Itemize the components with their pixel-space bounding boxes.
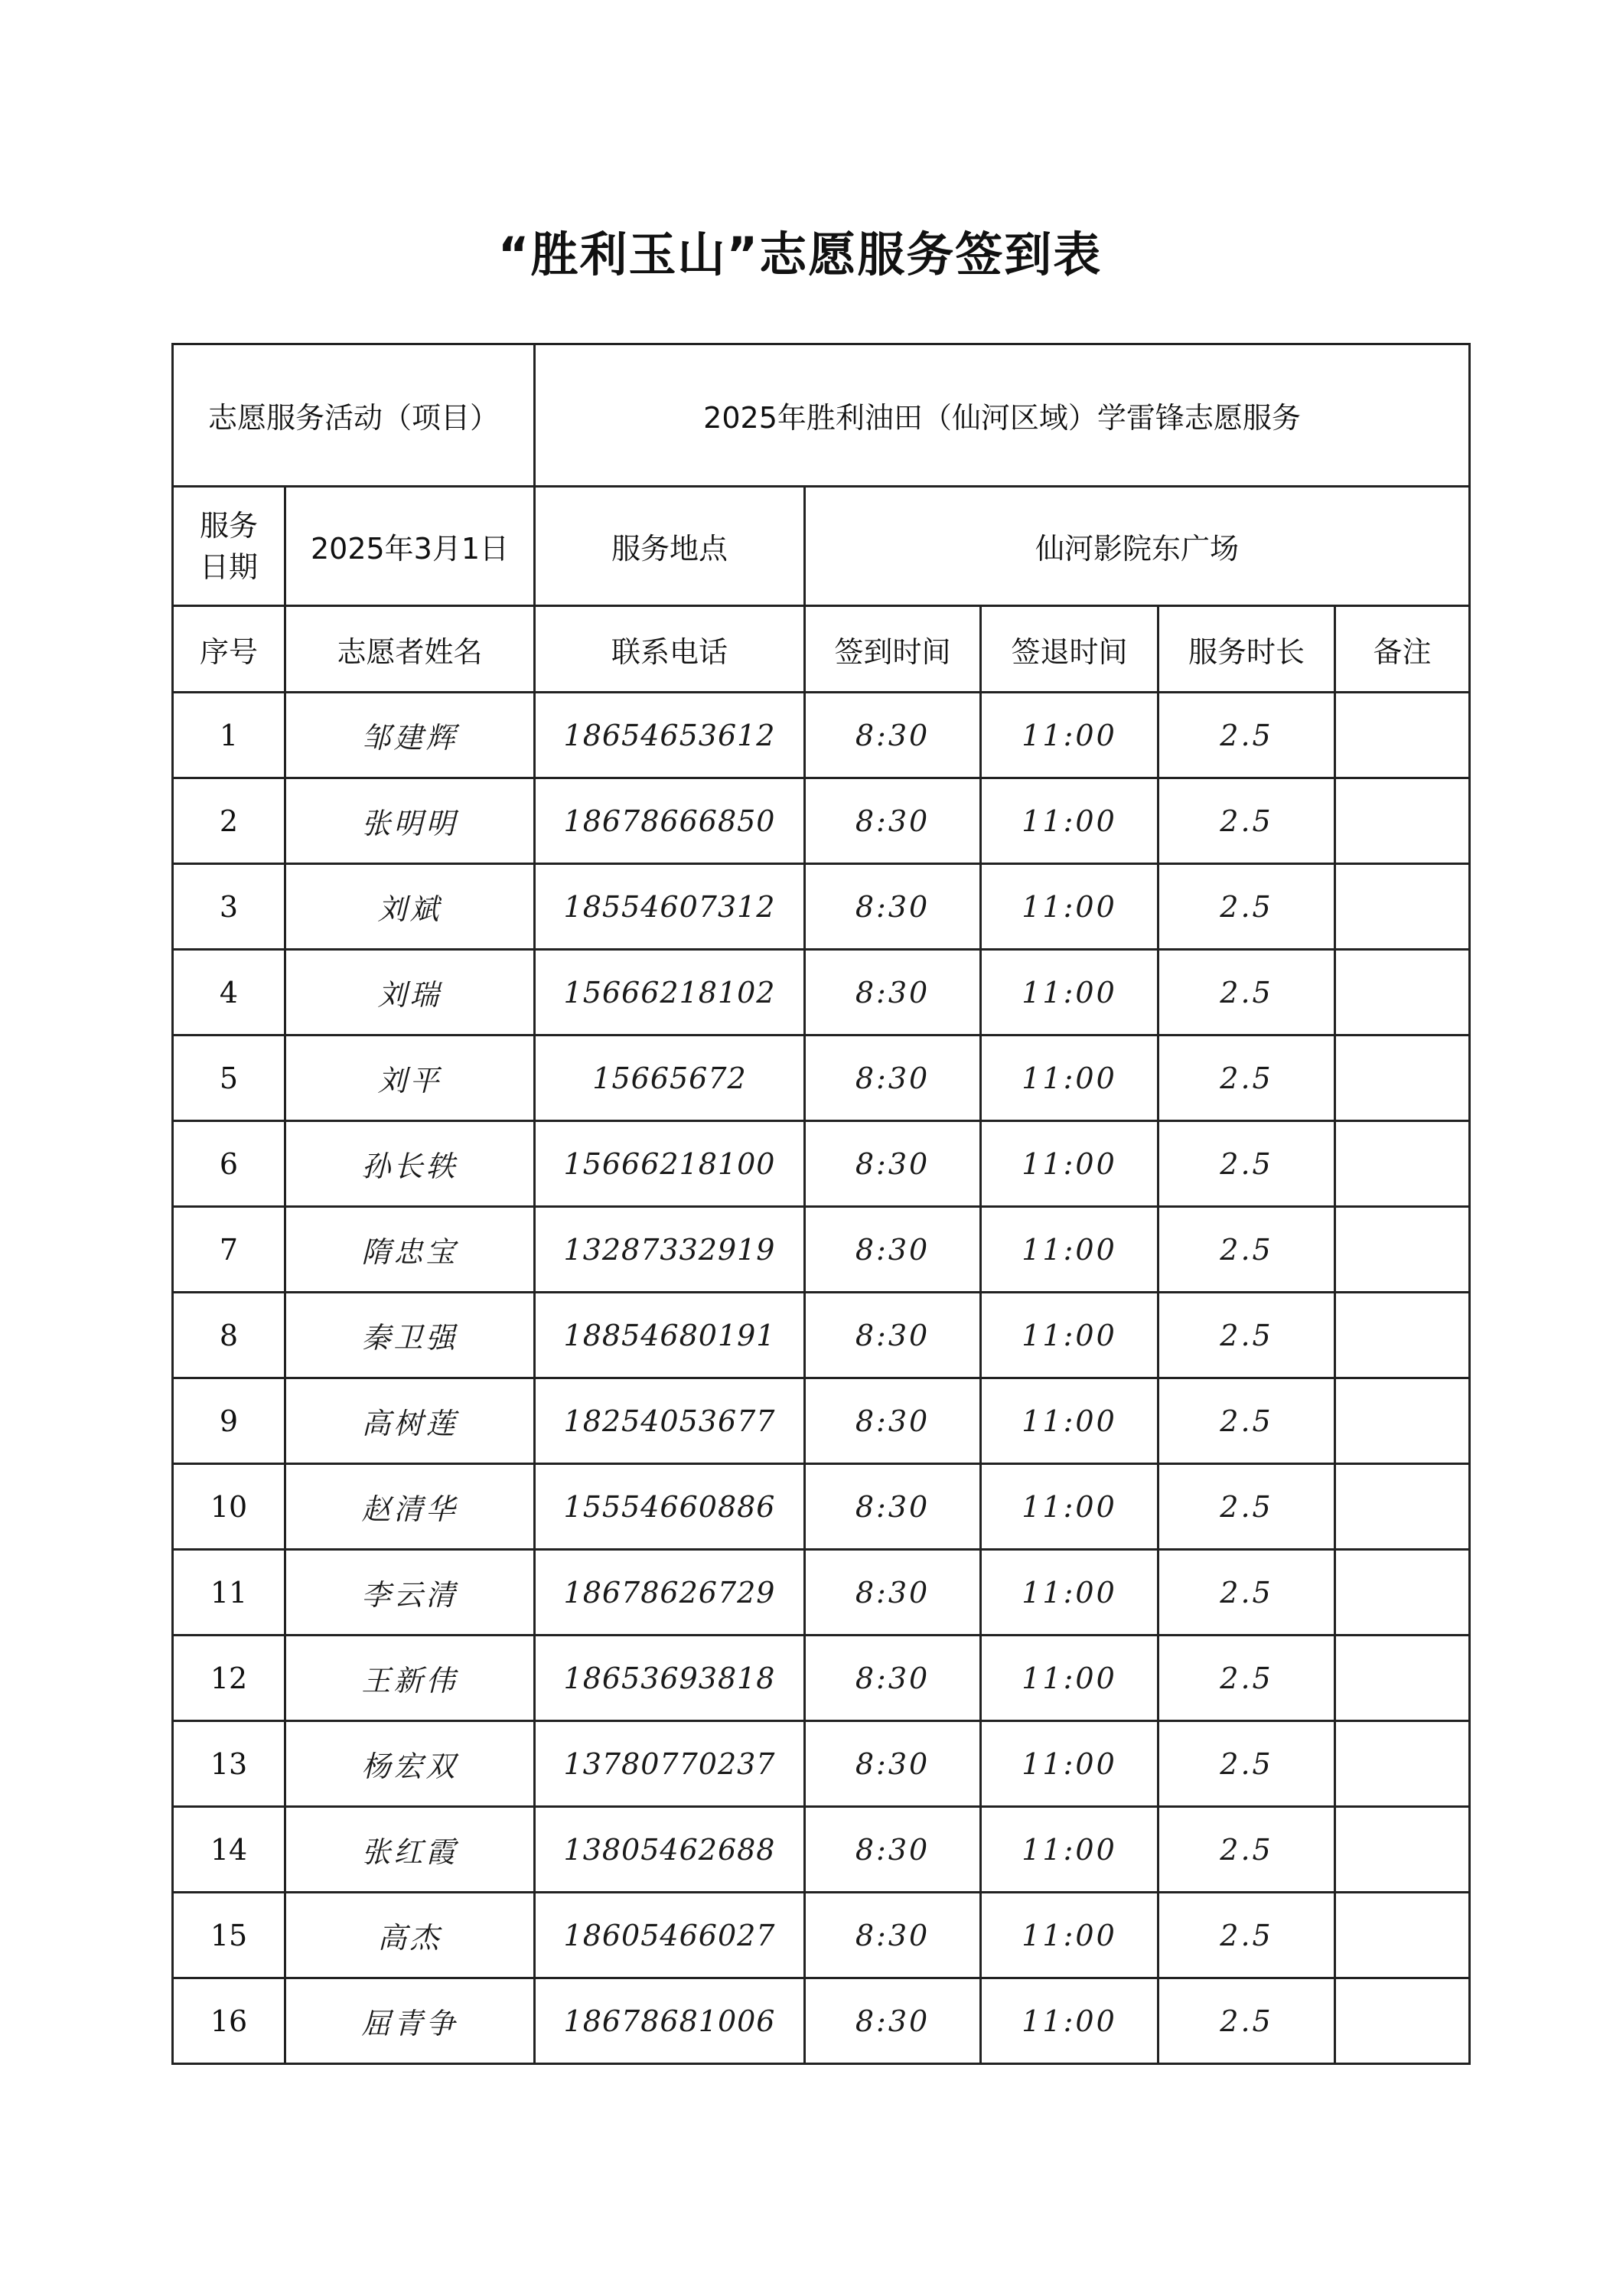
row-number: 4 xyxy=(173,950,285,1035)
contact-phone: 15554660886 xyxy=(535,1464,805,1550)
table-row xyxy=(173,1721,1470,1807)
volunteer-name: 高树莲 xyxy=(285,1378,535,1464)
sign-in-time: 8:30 xyxy=(805,1207,981,1293)
service-place-label: 服务地点 xyxy=(535,487,805,606)
service-date-label-line2: 日期 xyxy=(199,550,258,584)
column-header: 序号 xyxy=(173,606,285,693)
volunteer-name: 刘斌 xyxy=(285,864,535,950)
remark xyxy=(1335,1721,1470,1807)
table-row xyxy=(173,1636,1470,1721)
row-number: 10 xyxy=(173,1464,285,1550)
row-number: 2 xyxy=(173,778,285,864)
contact-phone: 18653693818 xyxy=(535,1636,805,1721)
service-hours: 2.5 xyxy=(1158,1893,1335,1978)
row-number: 11 xyxy=(173,1550,285,1636)
volunteer-name: 刘平 xyxy=(285,1035,535,1121)
service-hours: 2.5 xyxy=(1158,1293,1335,1378)
service-hours: 2.5 xyxy=(1158,1807,1335,1893)
contact-phone: 15666218102 xyxy=(535,950,805,1035)
service-hours: 2.5 xyxy=(1158,1636,1335,1721)
sign-in-time: 8:30 xyxy=(805,1035,981,1121)
table-row xyxy=(173,950,1470,1035)
row-number: 9 xyxy=(173,1378,285,1464)
table-row xyxy=(173,1378,1470,1464)
sign-in-time: 8:30 xyxy=(805,1807,981,1893)
sign-in-time: 8:30 xyxy=(805,1121,981,1207)
table-row xyxy=(173,1035,1470,1121)
remark xyxy=(1335,1807,1470,1893)
service-row xyxy=(173,487,1470,606)
remark xyxy=(1335,778,1470,864)
sign-out-time: 11:00 xyxy=(981,1636,1158,1721)
sign-in-time: 8:30 xyxy=(805,1378,981,1464)
sign-in-time: 8:30 xyxy=(805,1978,981,2064)
row-number: 3 xyxy=(173,864,285,950)
contact-phone: 13780770237 xyxy=(535,1721,805,1807)
sign-out-time: 11:00 xyxy=(981,950,1158,1035)
sign-in-time: 8:30 xyxy=(805,950,981,1035)
remark xyxy=(1335,1293,1470,1378)
sign-out-time: 11:00 xyxy=(981,693,1158,778)
service-hours: 2.5 xyxy=(1158,1207,1335,1293)
volunteer-name: 刘瑞 xyxy=(285,950,535,1035)
column-header: 服务时长 xyxy=(1158,606,1335,693)
volunteer-name: 隋忠宝 xyxy=(285,1207,535,1293)
service-hours: 2.5 xyxy=(1158,1721,1335,1807)
service-date-label-line1: 服务 xyxy=(199,508,258,543)
column-header: 签到时间 xyxy=(805,606,981,693)
table-row xyxy=(173,864,1470,950)
row-number: 14 xyxy=(173,1807,285,1893)
table-row xyxy=(173,693,1470,778)
sign-in-time: 8:30 xyxy=(805,1721,981,1807)
row-number: 13 xyxy=(173,1721,285,1807)
remark xyxy=(1335,864,1470,950)
column-header-row xyxy=(173,606,1470,693)
sign-out-time: 11:00 xyxy=(981,1893,1158,1978)
remark xyxy=(1335,1893,1470,1978)
volunteer-name: 高杰 xyxy=(285,1893,535,1978)
sign-in-time: 8:30 xyxy=(805,1550,981,1636)
remark xyxy=(1335,950,1470,1035)
remark xyxy=(1335,1207,1470,1293)
volunteer-name: 李云清 xyxy=(285,1550,535,1636)
table-row xyxy=(173,778,1470,864)
sign-out-time: 11:00 xyxy=(981,1293,1158,1378)
service-hours: 2.5 xyxy=(1158,1978,1335,2064)
column-header: 备注 xyxy=(1335,606,1470,693)
service-hours: 2.5 xyxy=(1158,1121,1335,1207)
service-hours: 2.5 xyxy=(1158,950,1335,1035)
contact-phone: 13805462688 xyxy=(535,1807,805,1893)
row-number: 8 xyxy=(173,1293,285,1378)
remark xyxy=(1335,693,1470,778)
sign-in-time: 8:30 xyxy=(805,778,981,864)
service-hours: 2.5 xyxy=(1158,864,1335,950)
sign-in-time: 8:30 xyxy=(805,1293,981,1378)
sign-in-time: 8:30 xyxy=(805,1464,981,1550)
sign-in-time: 8:30 xyxy=(805,1893,981,1978)
contact-phone: 15666218100 xyxy=(535,1121,805,1207)
service-hours: 2.5 xyxy=(1158,1464,1335,1550)
remark xyxy=(1335,1636,1470,1721)
row-number: 5 xyxy=(173,1035,285,1121)
remark xyxy=(1335,1035,1470,1121)
remark xyxy=(1335,1978,1470,2064)
contact-phone: 18605466027 xyxy=(535,1893,805,1978)
table-row xyxy=(173,1464,1470,1550)
column-header: 联系电话 xyxy=(535,606,805,693)
contact-phone: 13287332919 xyxy=(535,1207,805,1293)
row-number: 16 xyxy=(173,1978,285,2064)
table-row xyxy=(173,1807,1470,1893)
contact-phone: 18678681006 xyxy=(535,1978,805,2064)
sign-out-time: 11:00 xyxy=(981,1121,1158,1207)
row-number: 15 xyxy=(173,1893,285,1978)
sign-out-time: 11:00 xyxy=(981,1978,1158,2064)
service-hours: 2.5 xyxy=(1158,1550,1335,1636)
service-hours: 2.5 xyxy=(1158,1035,1335,1121)
remark xyxy=(1335,1550,1470,1636)
table-row xyxy=(173,1207,1470,1293)
remark xyxy=(1335,1464,1470,1550)
sign-out-time: 11:00 xyxy=(981,1807,1158,1893)
column-header: 志愿者姓名 xyxy=(285,606,535,693)
service-hours: 2.5 xyxy=(1158,778,1335,864)
table-row xyxy=(173,1893,1470,1978)
sign-out-time: 11:00 xyxy=(981,1207,1158,1293)
contact-phone: 18554607312 xyxy=(535,864,805,950)
table-row xyxy=(173,1978,1470,2064)
service-date-label xyxy=(173,487,285,606)
sign-out-time: 11:00 xyxy=(981,778,1158,864)
sign-out-time: 11:00 xyxy=(981,1035,1158,1121)
contact-phone: 15665672 xyxy=(535,1035,805,1121)
service-place-value: 仙河影院东广场 xyxy=(805,487,1470,606)
activity-row xyxy=(173,344,1470,487)
volunteer-name: 王新伟 xyxy=(285,1636,535,1721)
table-row xyxy=(173,1550,1470,1636)
volunteer-name: 孙长轶 xyxy=(285,1121,535,1207)
sign-out-time: 11:00 xyxy=(981,1464,1158,1550)
volunteer-name: 屈青争 xyxy=(285,1978,535,2064)
table-row xyxy=(173,1121,1470,1207)
contact-phone: 18654653612 xyxy=(535,693,805,778)
remark xyxy=(1335,1378,1470,1464)
sign-out-time: 11:00 xyxy=(981,1721,1158,1807)
row-number: 6 xyxy=(173,1121,285,1207)
contact-phone: 18678626729 xyxy=(535,1550,805,1636)
volunteer-name: 张红霞 xyxy=(285,1807,535,1893)
row-number: 1 xyxy=(173,693,285,778)
service-date-value: 2025年3月1日 xyxy=(285,487,535,606)
contact-phone: 18854680191 xyxy=(535,1293,805,1378)
page-title: “胜利玉山”志愿服务签到表 xyxy=(497,227,1103,282)
volunteer-name: 邹建辉 xyxy=(285,693,535,778)
row-number: 7 xyxy=(173,1207,285,1293)
sign-in-time: 8:30 xyxy=(805,1636,981,1721)
service-hours: 2.5 xyxy=(1158,693,1335,778)
sign-in-table xyxy=(171,343,1471,2065)
service-hours: 2.5 xyxy=(1158,1378,1335,1464)
activity-value: 2025年胜利油田（仙河区域）学雷锋志愿服务 xyxy=(535,344,1470,487)
contact-phone: 18678666850 xyxy=(535,778,805,864)
sign-out-time: 11:00 xyxy=(981,1378,1158,1464)
table-row xyxy=(173,1293,1470,1378)
sign-out-time: 11:00 xyxy=(981,864,1158,950)
column-header: 签退时间 xyxy=(981,606,1158,693)
volunteer-name: 杨宏双 xyxy=(285,1721,535,1807)
sign-in-time: 8:30 xyxy=(805,864,981,950)
sign-out-time: 11:00 xyxy=(981,1550,1158,1636)
volunteer-name: 秦卫强 xyxy=(285,1293,535,1378)
sign-in-time: 8:30 xyxy=(805,693,981,778)
volunteer-name: 张明明 xyxy=(285,778,535,864)
row-number: 12 xyxy=(173,1636,285,1721)
volunteer-name: 赵清华 xyxy=(285,1464,535,1550)
contact-phone: 18254053677 xyxy=(535,1378,805,1464)
activity-label: 志愿服务活动（项目） xyxy=(173,344,535,487)
remark xyxy=(1335,1121,1470,1207)
